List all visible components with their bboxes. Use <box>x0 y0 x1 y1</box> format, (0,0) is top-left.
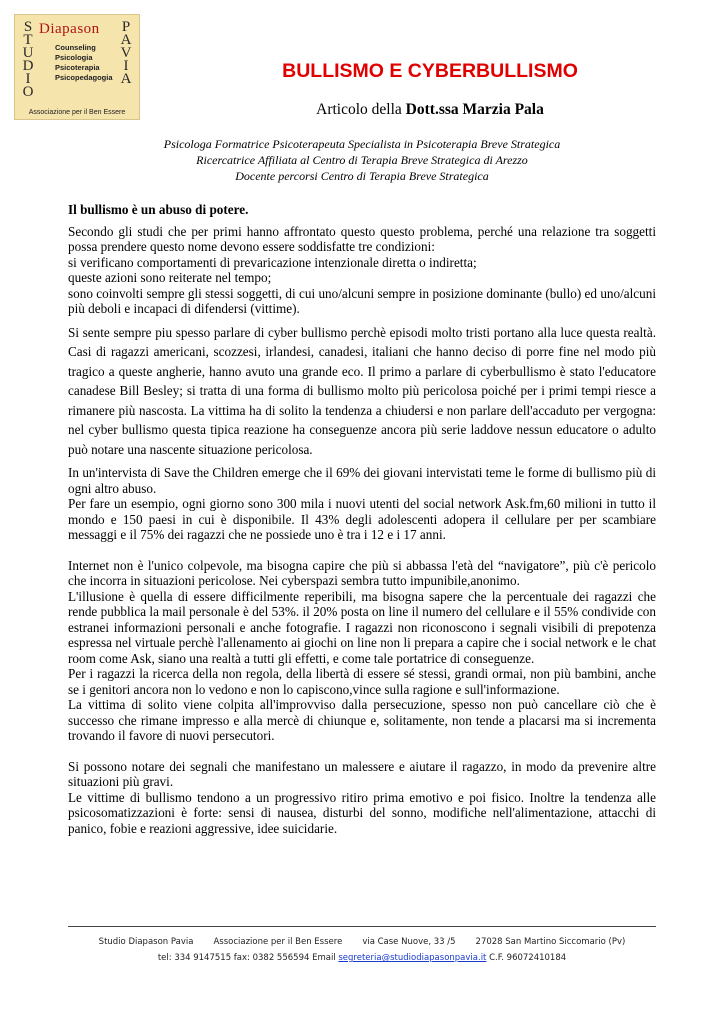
footer-contacts: tel: 334 9147515 fax: 0382 556594 Email <box>157 953 336 963</box>
studio-logo <box>14 14 140 120</box>
paragraph: Si possono notare dei segnali che manifestano un malessere e aiutare il ragazzo, in modo da prevenire altre situazioni più gravi. <box>68 758 656 789</box>
paragraph: La vittima di solito viene colpita all'improvviso dalla persecuzione, spesso non può cancellare ciò che è successo che rimane impresso e alla mercè di chiunque e, solitamente, non tende a placarsi ma si incrementa trovando il favore di nuovi persecutori. <box>68 697 656 743</box>
page-footer <box>60 934 664 966</box>
list-item: sono coinvolti sempre gli stessi soggetti, di cui uno/alcuni sempre in posizione dominante (bullo) ed uno/alcuni più deboli e incapaci di difendersi (vittime). <box>68 285 656 316</box>
paragraph: Le vittime di bullismo tendono a un progressivo ritiro prima emotivo e poi fisico. Inoltre la tendenza alle psicosomatizzazioni è forte: sensi di nausea, disturbi del sonno, modifiche nell'alimentazione, attacchi di panico, fobie e reazioni aggressive, idee suicidarie. <box>68 789 656 836</box>
logo-name: Diapason <box>39 21 100 37</box>
footer-line-1 <box>60 934 664 950</box>
role-line: Ricercatrice Affiliata al Centro di Terapia Breve Strategica di Arezzo <box>196 153 528 167</box>
role-line: Docente percorsi Centro di Terapia Breve Strategica <box>235 169 489 183</box>
list-item: si verificano comportamenti di prevaricazione intenzionale diretta o indiretta; <box>68 254 477 270</box>
article-body <box>68 202 656 836</box>
footer-tax-code: C.F. 96072410184 <box>489 953 567 963</box>
footer-line-2 <box>60 950 664 966</box>
author-name: Dott.ssa Marzia Pala <box>405 101 544 118</box>
paragraph: L'illusione è quella di essere difficilmente reperibili, ma bisogna sapere che la percentuale dei ragazzi che rende pubblica la mail personale è del 53%. il 20% posta on line il numero del cellulare e il 55% condivide con estranei informazioni personali e anche fotografie. I ragazzi non riconoscono i segnali visibili di prepotenza espressa nel virtuale perchè l'allenamento ai giochi on line non li prepara a capire che i social network e le chat room come Ask, siano una realtà a tutti gli effetti, e come tale portatrice di conseguenze. <box>68 588 656 666</box>
paragraph: Per fare un esempio, ogni giorno sono 300 mila i nuovi utenti del social network Ask.fm,60 milioni in tutto il mondo e 150 paesi in cui è disponibile. Il 43% degli adolescenti adopera il cellulare per per scambiare messaggi e il 75% dei ragazzi che ne possiede uno è tra i 12 e i 17 anni. <box>68 496 656 542</box>
footer-address: via Case Nuove, 33 /5 <box>362 937 456 947</box>
paragraph: Per i ragazzi la ricerca della non regola, della libertà di essere sé stessi, grandi ormai, non più bambini, anche se i genitori ancora non lo vedono e non lo capiscono,vince sulla ragione e sull'informazione. <box>68 666 656 697</box>
footer-city: 27028 San Martino Siccomario (Pv) <box>475 937 626 947</box>
footer-studio: Studio Diapason Pavia <box>98 937 194 947</box>
page-title: BULLISMO E CYBERBULLISMO <box>282 60 578 82</box>
paragraph: Secondo gli studi che per primi hanno affrontato questo questo problema, perché una relazione tra soggetti possa prendere questo nome devono essere soddisfatte tre condizioni: <box>68 223 656 254</box>
logo-studio-letters: S T U D I O <box>22 19 34 100</box>
logo-pavia-letters: P A V I A <box>120 19 132 87</box>
paragraph: Si sente sempre piu spesso parlare di cyber bullismo perchè episodi molto tristi portano alla luce questa realtà. Casi di ragazzi americani, scozzesi, irlandesi, canadesi, italiani che hanno deciso di porre fine nel modo più tragico a queste angherie, hanno avuto una grande eco. Il primo a parlare di cyberbullismo è stato l'educatore canadese Bill Besley; si tratta di una forma di bullismo molto più pericolosa poiché per i primi tempi riesce a rimanere più nascosta. La vittima ha di solito la tendenza a chiudersi e non parlare dell'accaduto per vergogna: nel cyber bullismo questa tipica reazione ha conseguenze ancora più serie laddove nessun educatore o adulto può notare una nascente situazione pericolosa. <box>68 324 656 457</box>
section-heading: Il bullismo è un abuso di potere. <box>68 202 249 217</box>
article-prefix: Articolo della <box>316 101 406 118</box>
logo-association: Associazione per il Ben Essere <box>28 109 126 116</box>
paragraph: Internet non è l'unico colpevole, ma bisogna capire che più si abbassa l'età del “navigatore”, più c'è pericolo che incorra in situazioni pericolose. Nei cyberspazi sembra tutto impunibile,anonimo. <box>68 557 656 588</box>
footer-association: Associazione per il Ben Essere <box>213 937 343 947</box>
paragraph: In un'intervista di Save the Children emerge che il 69% dei giovani intervistati teme le forme di bullismo più di ogni altro abuso. <box>68 465 656 496</box>
author-roles <box>70 136 654 184</box>
list-item: queste azioni sono reiterate nel tempo; <box>68 270 272 285</box>
logo-services: Counseling Psicologia Psicoterapia Psicopedagogia <box>55 43 113 82</box>
role-line: Psicologa Formatrice Psicoterapeuta Specialista in Psicoterapia Breve Strategica <box>163 137 561 151</box>
footer-email-link[interactable]: segreteria@studiodiapasonpavia.it <box>338 953 487 963</box>
article-byline <box>150 101 710 119</box>
footer-divider <box>68 926 656 927</box>
